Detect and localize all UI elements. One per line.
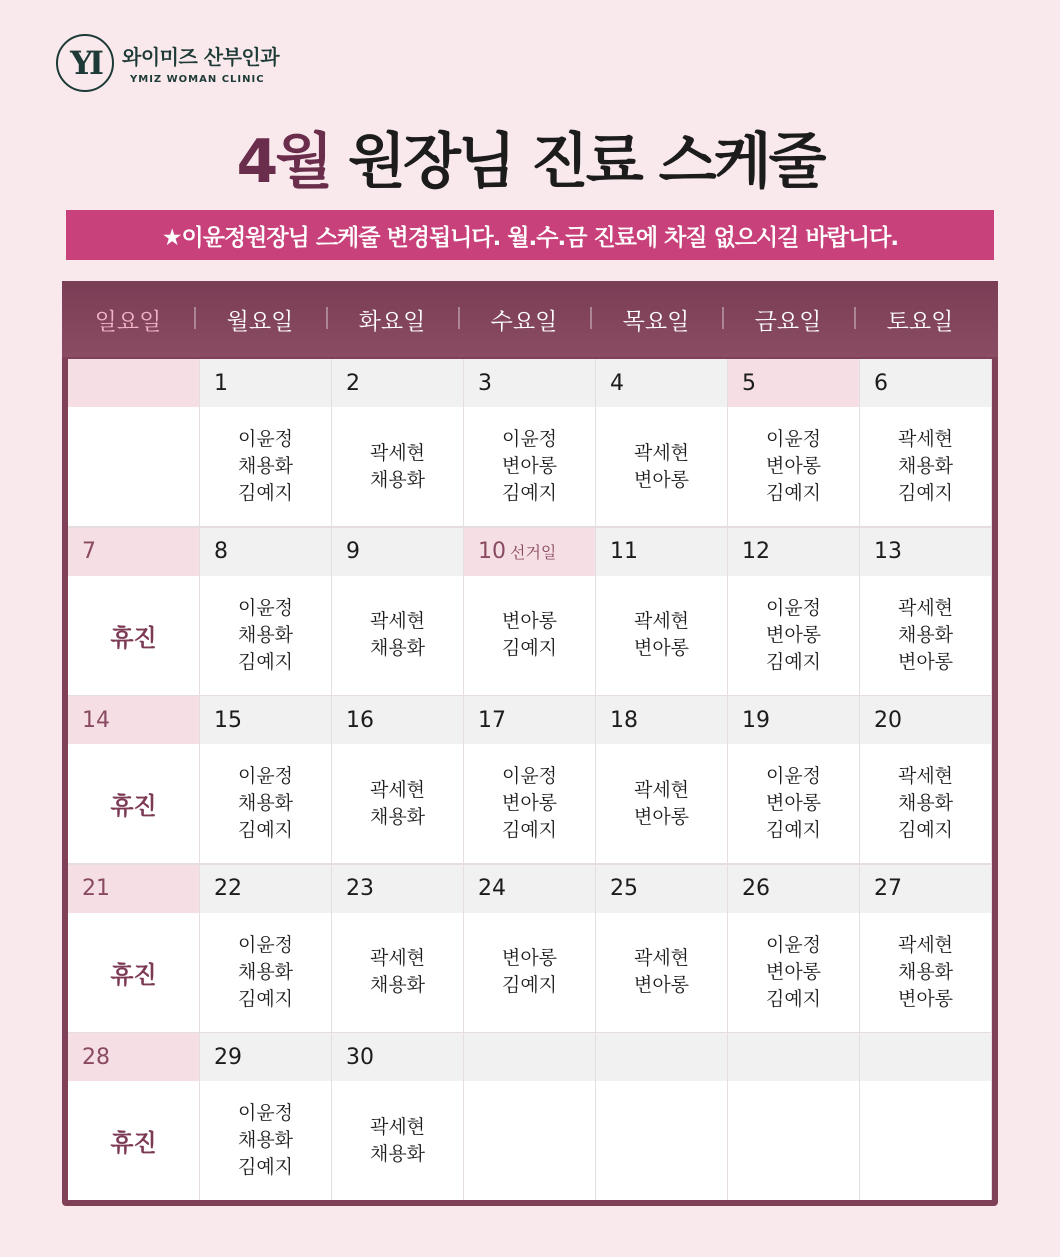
day-body	[200, 744, 331, 863]
logo-text	[122, 41, 279, 85]
day-number: 14	[82, 707, 110, 733]
day-number-bar	[332, 865, 463, 913]
weekday-divider	[326, 307, 328, 329]
weekday-text: 화요일	[358, 308, 426, 335]
doctor-name: 김예지	[765, 650, 822, 673]
doctor-name: 곽세현	[633, 778, 690, 801]
title-month: 4월	[236, 127, 331, 197]
doctor-name: 변아롱	[501, 455, 558, 477]
day-number-bar	[860, 528, 991, 576]
day-number: 21	[82, 876, 110, 901]
calendar-day-cell	[728, 528, 859, 695]
day-number-bar	[68, 696, 199, 744]
closed-label: 휴진	[110, 1129, 157, 1157]
day-number: 25	[610, 876, 638, 901]
day-body	[464, 913, 595, 1032]
doctor-name: 김예지	[237, 482, 294, 504]
calendar-day-cell	[464, 696, 595, 863]
day-number-bar	[200, 528, 331, 576]
doctor-name: 변아롱	[765, 792, 822, 814]
doctor-name: 이윤정	[501, 765, 558, 787]
day-body	[860, 913, 991, 1032]
day-number-bar	[200, 696, 331, 744]
clinic-logo	[56, 34, 279, 92]
doctor-name: 채용화	[897, 792, 954, 814]
day-number-bar	[332, 528, 463, 576]
doctor-name: 이윤정	[765, 428, 822, 450]
day-number-bar	[728, 528, 859, 576]
doctor-name: 곽세현	[897, 596, 954, 619]
doctor-name: 김예지	[501, 819, 558, 841]
doctor-name: 곽세현	[897, 428, 954, 450]
weekday-label	[326, 281, 458, 357]
calendar-day-cell	[68, 359, 199, 526]
day-body	[728, 1081, 859, 1200]
day-number-bar	[332, 696, 463, 744]
doctor-name: 변아롱	[897, 987, 954, 1010]
day-number: 27	[874, 876, 902, 901]
calendar-day-cell	[860, 359, 991, 526]
doctor-name: 변아롱	[765, 455, 822, 477]
day-body	[728, 576, 859, 695]
calendar-day-cell	[332, 696, 463, 863]
closed-label: 휴진	[110, 960, 157, 989]
day-body	[860, 1081, 991, 1200]
day-body	[68, 1081, 199, 1200]
day-number: 8	[214, 539, 228, 564]
calendar-day-cell	[68, 528, 199, 695]
day-number-bar	[596, 1033, 727, 1081]
day-body	[464, 576, 595, 695]
doctor-name: 채용화	[369, 805, 426, 828]
day-number-bar	[464, 865, 595, 913]
doctor-name: 김예지	[897, 482, 954, 504]
calendar-day-cell	[728, 865, 859, 1032]
day-number: 12	[742, 539, 770, 564]
doctor-name: 변아롱	[765, 623, 822, 646]
doctor-name: 김예지	[237, 819, 294, 841]
day-number-bar	[728, 696, 859, 744]
day-number: 29	[214, 1044, 242, 1070]
day-number-bar	[200, 1033, 331, 1081]
doctor-name: 곽세현	[633, 610, 690, 632]
title-rest: 원장님 진료 스케줄	[330, 127, 824, 197]
doctor-name: 곽세현	[633, 441, 690, 464]
day-body	[68, 913, 199, 1032]
calendar-day-cell	[860, 528, 991, 695]
calendar-day-cell	[200, 528, 331, 695]
calendar-day-cell	[200, 865, 331, 1032]
day-body	[464, 407, 595, 526]
calendar-day-cell	[860, 696, 991, 863]
schedule-calendar	[62, 281, 998, 1206]
day-number-bar	[200, 865, 331, 913]
doctor-name: 이윤정	[237, 933, 294, 956]
clinic-name-ko: 와이미즈 산부인과	[122, 45, 280, 69]
day-body	[596, 1081, 727, 1200]
calendar-day-cell	[68, 1033, 199, 1200]
doctor-name: 김예지	[501, 974, 558, 996]
doctor-name: 채용화	[237, 792, 294, 814]
closed-label: 휴진	[110, 623, 157, 652]
logo-mark: YI	[56, 34, 114, 92]
clinic-name-en: YMIZ WOMAN CLINIC	[130, 74, 265, 85]
day-number-bar	[464, 528, 595, 576]
day-number-bar	[332, 359, 463, 407]
calendar-day-cell	[464, 1033, 595, 1200]
weekday-text: 토요일	[886, 308, 954, 335]
day-number: 11	[610, 539, 638, 564]
day-body	[596, 576, 727, 695]
doctor-name: 김예지	[897, 819, 954, 841]
doctor-name: 이윤정	[765, 933, 822, 956]
day-body	[332, 1081, 463, 1200]
doctor-name: 변아롱	[765, 960, 822, 983]
day-number-bar	[332, 1033, 463, 1081]
doctor-name: 채용화	[237, 960, 294, 983]
doctor-name: 채용화	[897, 623, 954, 646]
doctor-name: 변아롱	[501, 610, 558, 632]
calendar-day-cell	[596, 528, 727, 695]
doctor-name: 곽세현	[369, 610, 426, 632]
doctor-name: 이윤정	[765, 765, 822, 787]
holiday-label: 선거일	[510, 543, 557, 562]
day-number: 20	[874, 707, 902, 733]
calendar-day-cell	[728, 359, 859, 526]
doctor-name: 채용화	[369, 468, 426, 491]
doctor-name: 곽세현	[369, 778, 426, 801]
day-number: 26	[742, 876, 770, 901]
weekday-label	[722, 281, 854, 357]
calendar-day-cell	[728, 1033, 859, 1200]
day-number-bar	[860, 359, 991, 407]
day-number: 6	[874, 370, 888, 396]
calendar-grid	[68, 359, 992, 1200]
calendar-day-cell	[200, 696, 331, 863]
doctor-name: 이윤정	[501, 428, 558, 450]
calendar-day-cell	[464, 359, 595, 526]
doctor-name: 변아롱	[897, 650, 954, 673]
day-number: 18	[610, 707, 638, 733]
day-body	[68, 576, 199, 695]
doctor-name: 채용화	[369, 637, 426, 659]
calendar-day-cell	[332, 528, 463, 695]
doctor-name: 채용화	[897, 960, 954, 983]
day-body	[200, 576, 331, 695]
day-number: 22	[214, 876, 242, 901]
day-number: 10	[478, 539, 506, 564]
calendar-day-cell	[860, 1033, 991, 1200]
day-body	[332, 576, 463, 695]
doctor-name: 이윤정	[237, 765, 294, 787]
day-number: 28	[82, 1044, 110, 1070]
day-number: 16	[346, 707, 374, 733]
doctor-name: 곽세현	[369, 1115, 426, 1138]
doctor-name: 변아롱	[501, 792, 558, 814]
calendar-day-cell	[596, 1033, 727, 1200]
doctor-name: 채용화	[237, 455, 294, 477]
calendar-day-cell	[728, 696, 859, 863]
day-body	[860, 576, 991, 695]
day-body	[200, 407, 331, 526]
closed-label: 휴진	[110, 792, 157, 820]
day-number-bar	[68, 359, 199, 407]
day-number-bar	[860, 1033, 991, 1081]
doctor-name: 김예지	[237, 987, 294, 1010]
calendar-day-cell	[332, 359, 463, 526]
day-body	[728, 913, 859, 1032]
doctor-name: 변아롱	[633, 974, 690, 996]
calendar-day-cell	[68, 696, 199, 863]
doctor-name: 김예지	[237, 650, 294, 673]
doctor-name: 김예지	[237, 1156, 294, 1178]
day-body	[860, 407, 991, 526]
doctor-name: 곽세현	[633, 947, 690, 969]
day-number: 1	[214, 370, 228, 396]
day-number-bar	[68, 528, 199, 576]
day-number-bar	[68, 865, 199, 913]
day-body	[332, 407, 463, 526]
day-number: 17	[478, 707, 506, 733]
day-number-bar	[464, 1033, 595, 1081]
day-number: 3	[478, 370, 492, 396]
weekday-label	[62, 281, 194, 357]
doctor-name: 김예지	[765, 819, 822, 841]
calendar-day-cell	[464, 865, 595, 1032]
doctor-name: 채용화	[237, 1129, 294, 1151]
day-number-bar	[728, 1033, 859, 1081]
doctor-name: 이윤정	[237, 596, 294, 619]
weekday-text: 금요일	[754, 308, 822, 335]
weekday-divider	[194, 307, 196, 329]
doctor-name: 곽세현	[369, 441, 426, 464]
weekday-label	[854, 281, 986, 357]
weekday-label	[458, 281, 590, 357]
doctor-name: 김예지	[765, 987, 822, 1010]
day-body	[68, 744, 199, 863]
day-number-bar	[728, 359, 859, 407]
day-number-bar	[596, 696, 727, 744]
day-body	[728, 744, 859, 863]
day-number: 15	[214, 707, 242, 733]
doctor-name: 김예지	[501, 482, 558, 504]
doctor-name: 김예지	[765, 482, 822, 504]
weekday-divider	[590, 307, 592, 329]
weekday-label	[194, 281, 326, 357]
calendar-day-cell	[596, 696, 727, 863]
weekday-text: 목요일	[622, 308, 690, 335]
page-title	[0, 114, 1060, 200]
doctor-name: 변아롱	[501, 947, 558, 969]
calendar-day-cell	[464, 528, 595, 695]
day-body	[596, 913, 727, 1032]
doctor-name: 채용화	[897, 455, 954, 477]
day-body	[860, 744, 991, 863]
day-number-bar	[860, 865, 991, 913]
day-number: 9	[346, 539, 360, 564]
day-number: 4	[610, 370, 624, 396]
day-body	[200, 913, 331, 1032]
day-body	[68, 407, 199, 526]
doctor-name: 이윤정	[237, 428, 294, 450]
doctor-name: 곽세현	[897, 933, 954, 956]
day-number: 30	[346, 1044, 374, 1070]
day-number: 13	[874, 539, 902, 564]
day-body	[464, 744, 595, 863]
calendar-day-cell	[200, 1033, 331, 1200]
calendar-day-cell	[68, 865, 199, 1032]
day-number-bar	[596, 528, 727, 576]
day-number: 24	[478, 876, 506, 901]
doctor-name: 이윤정	[765, 596, 822, 619]
day-number: 23	[346, 876, 374, 901]
weekday-header	[62, 281, 998, 357]
doctor-name: 곽세현	[897, 765, 954, 787]
weekday-label	[590, 281, 722, 357]
doctor-name: 변아롱	[633, 468, 690, 491]
weekday-divider	[854, 307, 856, 329]
doctor-name: 변아롱	[633, 805, 690, 828]
doctor-name: 곽세현	[369, 947, 426, 969]
day-number: 5	[742, 370, 756, 396]
doctor-name: 채용화	[237, 623, 294, 646]
day-number-bar	[464, 696, 595, 744]
day-number-bar	[860, 696, 991, 744]
doctor-name: 이윤정	[237, 1102, 294, 1124]
day-body	[596, 407, 727, 526]
weekday-divider	[458, 307, 460, 329]
day-number-bar	[68, 1033, 199, 1081]
day-body	[200, 1081, 331, 1200]
day-body	[596, 744, 727, 863]
calendar-day-cell	[860, 865, 991, 1032]
day-number-bar	[464, 359, 595, 407]
day-number: 2	[346, 370, 360, 396]
day-number: 7	[82, 539, 96, 564]
day-body	[332, 744, 463, 863]
weekday-divider	[722, 307, 724, 329]
calendar-day-cell	[332, 865, 463, 1032]
calendar-day-cell	[200, 359, 331, 526]
doctor-name: 김예지	[501, 637, 558, 659]
day-number-bar	[596, 359, 727, 407]
doctor-name: 채용화	[369, 974, 426, 996]
weekday-text: 월요일	[226, 308, 294, 335]
day-number-bar	[728, 865, 859, 913]
day-number: 19	[742, 707, 770, 733]
calendar-day-cell	[596, 865, 727, 1032]
day-body	[728, 407, 859, 526]
day-body	[464, 1081, 595, 1200]
weekday-text: 일요일	[94, 308, 162, 335]
calendar-day-cell	[596, 359, 727, 526]
day-body	[332, 913, 463, 1032]
calendar-day-cell	[332, 1033, 463, 1200]
day-number-bar	[200, 359, 331, 407]
doctor-name: 채용화	[369, 1142, 426, 1165]
notice-banner: ★이윤정원장님 스케줄 변경됩니다. 월.수.금 진료에 차질 없으시길 바랍니다.	[66, 210, 994, 260]
day-number-bar	[596, 865, 727, 913]
weekday-text: 수요일	[490, 308, 558, 335]
doctor-name: 변아롱	[633, 637, 690, 659]
